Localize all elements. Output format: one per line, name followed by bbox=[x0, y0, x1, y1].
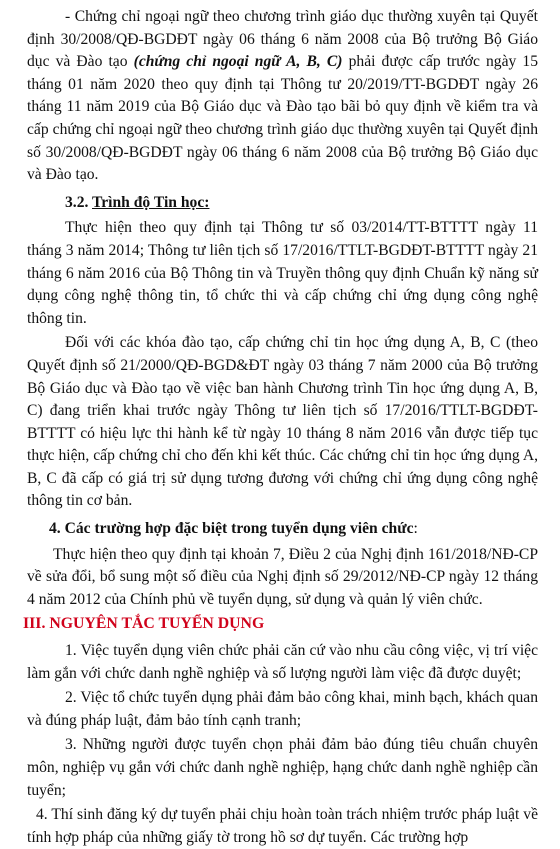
text-run: - Chứng chỉ ngoại ngữ theo chương trình giáo dục thường xuyên tại Quyết định 30/2008/QĐ-BGDĐT ngày 06 tháng 6 năm 2008 của Bộ trưởng Bộ Giáo dục và Đào tạo bbox=[27, 8, 538, 71]
section-heading-recruitment-principles: III. NGUYÊN TẮC TUYỂN DỤNG bbox=[23, 615, 265, 633]
heading-title: 4. Các trường hợp đặc biệt trong tuyển dụng viên chức bbox=[49, 520, 414, 538]
heading-colon: : bbox=[413, 520, 418, 538]
heading-3-2-informatics bbox=[27, 192, 538, 215]
paragraph-informatics-certificates: Đối với các khóa đào tạo, cấp chứng chỉ tin học ứng dụng A, B, C (theo Quyết định số 21/2000/QĐ-BGD&ĐT ngày 03 tháng 7 năm 2000 của Bộ trưởng Bộ Giáo dục và Đào tạo về việc ban hành Chương trình Tin học ứng dụng A, B, C) đang triển khai trước ngày Thông tư liên tịch số 17/2016/TTLT-BGDĐT-BTTTT có hiệu lực thi hành kể từ ngày 10 tháng 8 năm 2016 vẫn được tiếp tục thực hiện, cấp chứng chỉ cho đến khi kết thúc. Các chứng chỉ tin học ứng dụng A, B, C đã cấp có giá trị sử dụng tương đương với chứng chỉ ứng dụng công nghệ thông tin cơ bản. bbox=[27, 334, 538, 510]
heading-number: 3.2. bbox=[65, 193, 93, 211]
paragraph-informatics-regulation: Thực hiện theo quy định tại Thông tư số 03/2014/TT-BTTTT ngày 11 tháng 3 năm 2014; Thông tư liên tịch số 17/2016/TTLT-BGDĐT-BTTTT ngày 21 tháng 6 năm 2016 của Bộ Thông tin và Truyền thông quy định Chuẩn kỹ năng sử dụng công nghệ thông tin, tổ chức thi và cấp chứng chỉ ứng dụng công nghệ thông tin. bbox=[27, 219, 538, 327]
text-run: phải được cấp trước ngày 15 tháng 01 năm 2020 theo quy định tại Thông tư 20/2019/TT-BGDĐT ngày 26 tháng 11 năm 2019 của Bộ Giáo dục và Đào tạo bãi bỏ quy định về kiểm tra và cấp chứng chỉ ngoại ngữ theo chương trình giáo dục thường xuyên tại Quyết định số 30/2008/QĐ-BGDĐT ngày 06 tháng 6 năm 2008 của Bộ trưởng Bộ Giáo dục và Đào tạo. bbox=[27, 53, 539, 184]
emphasis-certificate-abc: (chứng chỉ ngoại ngữ A, B, C) bbox=[133, 53, 343, 71]
heading-4-special-cases bbox=[27, 518, 538, 541]
paragraph-foreign-language-certificate bbox=[27, 6, 538, 187]
principle-item-4: 4. Thí sinh đăng ký dự tuyển phải chịu hoàn toàn trách nhiệm trước pháp luật về tính hợp pháp của những giấy tờ trong hồ sơ dự tuyển. Các trường hợp bbox=[27, 806, 538, 846]
principle-item-2: 2. Việc tổ chức tuyển dụng phải đảm bảo công khai, minh bạch, khách quan và đúng pháp luật, đảm bảo tính cạnh tranh; bbox=[27, 689, 538, 729]
heading-title: Trình độ Tin học: bbox=[92, 193, 210, 211]
principle-item-3: 3. Những người được tuyển chọn phải đảm bảo đúng tiêu chuẩn chuyên môn, nghiệp vụ gắn với chức danh nghề nghiệp, hạng chức danh nghề nghiệp cần tuyển; bbox=[27, 736, 538, 799]
principle-item-1: 1. Việc tuyển dụng viên chức phải căn cứ vào nhu cầu công việc, vị trí việc làm gắn với chức danh nghề nghiệp và số lượng người làm việc đã được duyệt; bbox=[27, 642, 538, 682]
paragraph-special-cases: Thực hiện theo quy định tại khoản 7, Điều 2 của Nghị định 161/2018/NĐ-CP về sửa đổi, bổ sung một số điều của Nghị định số 29/2012/NĐ-CP ngày 12 tháng 4 năm 2012 của Chính phủ về tuyển dụng, sử dụng và quản lý viên chức. bbox=[27, 545, 538, 608]
